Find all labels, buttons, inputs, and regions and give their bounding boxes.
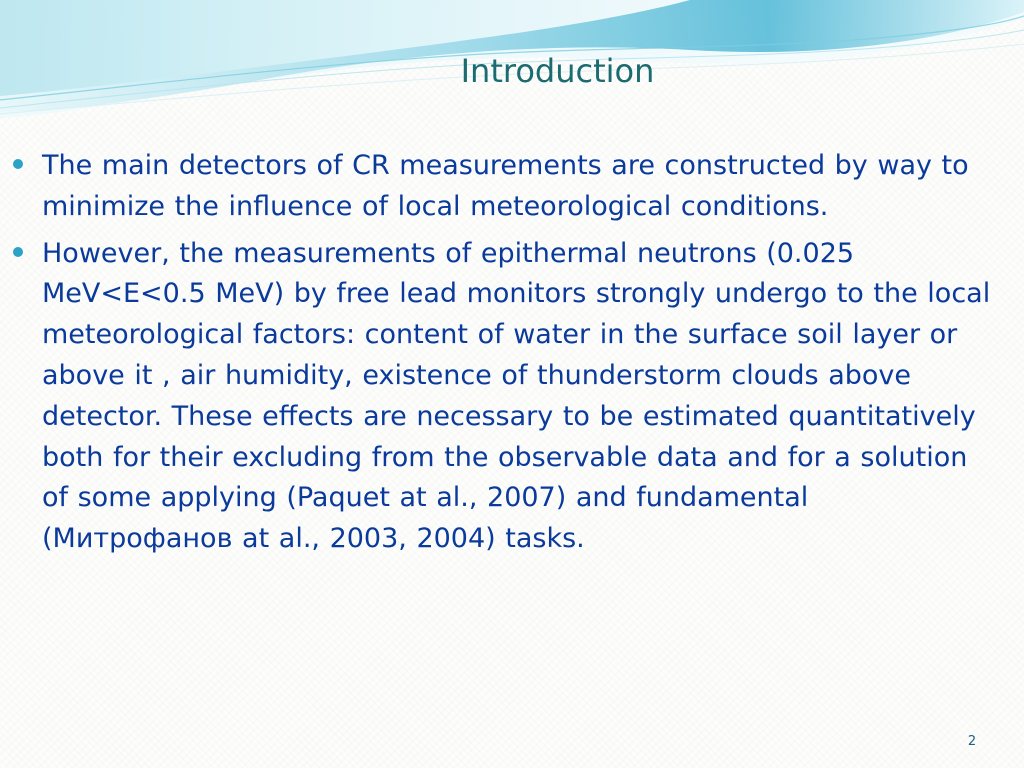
slide-title: Introduction: [460, 52, 655, 90]
bullet-list: [12, 146, 1012, 566]
bullet-dot-icon: [13, 247, 23, 257]
bullet-item: [12, 234, 1012, 560]
bullet-text: The main detectors of CR measurements are constructed by way to minimize the influence of local meteorological conditions.: [42, 150, 969, 222]
bullet-dot-icon: [13, 159, 23, 169]
page-number: 2: [967, 734, 977, 749]
bullet-item: [12, 146, 1012, 228]
bullet-text: However, the measurements of epithermal neutrons (0.025 MeV<E<0.5 MeV) by free lead monitors strongly undergo to the local meteorological factors: content of water in the surface soil layer or above it , air humidity, existence of thunderstorm clouds above detector. These effects are necessary to be estimated quantitatively both for their excluding from the observable data and for a solution of some applying (Paquet at al., 2007) and fundamental (Митрофанов at al., 2003, 2004) tasks.: [42, 237, 991, 555]
